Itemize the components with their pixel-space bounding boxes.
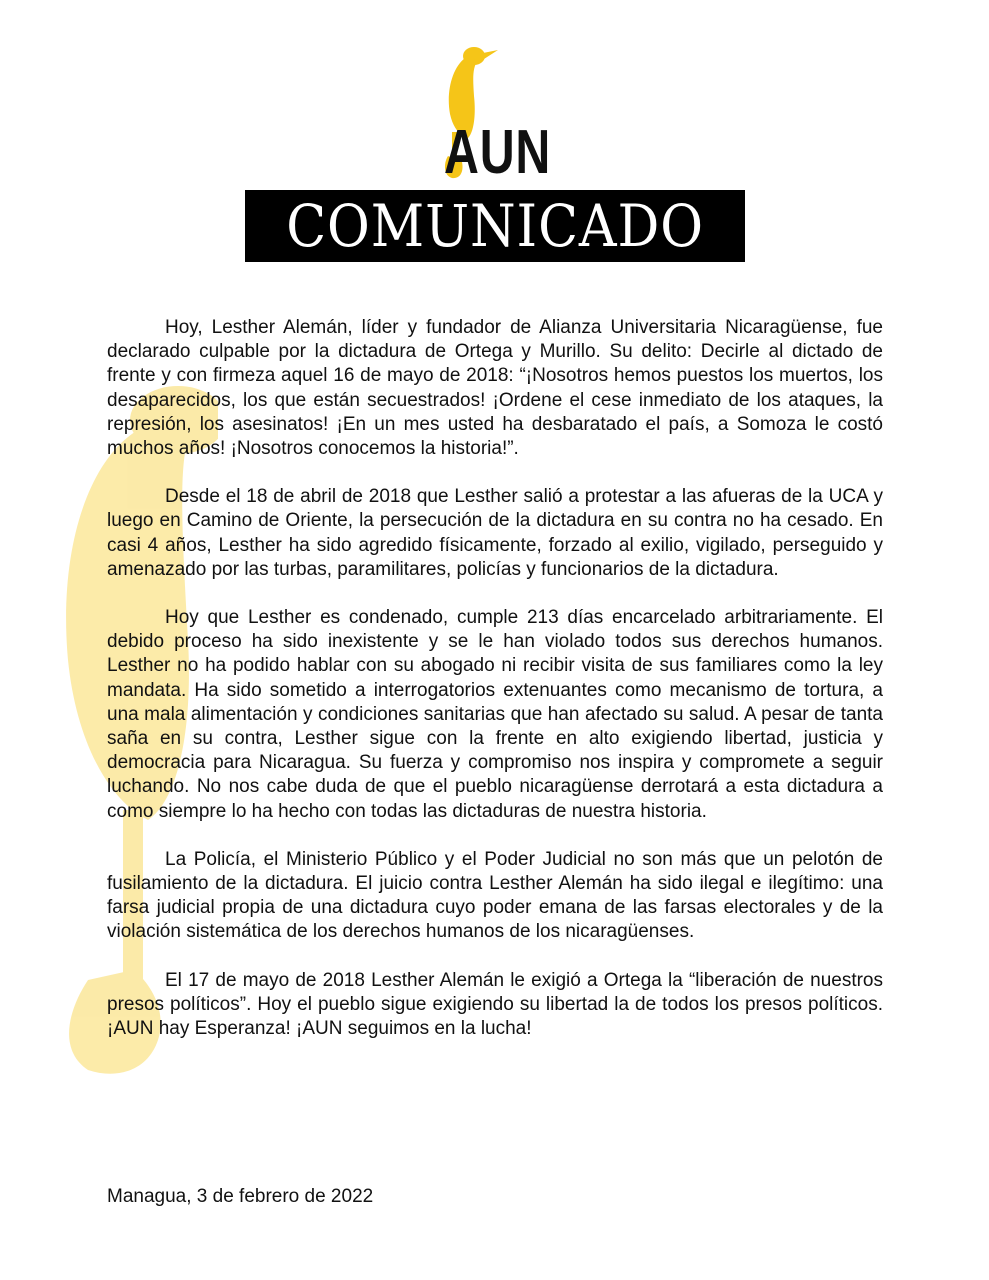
paragraph: Desde el 18 de abril de 2018 que Lesther salió a protestar a las afueras de la UCA y luego en Camino de Oriente, la persecución de la dictadura en su contra no ha cesado. En casi 4 años, Lesther ha sido agredido físicamente, forzado al exilio, vigilado, perseguido y amenazado por las turbas, paramilitares, policías y funcionarios de la dictadura. <box>107 486 883 580</box>
communique-banner <box>245 190 745 262</box>
document-body <box>107 316 883 1065</box>
paragraph: Hoy que Lesther es condenado, cumple 213 días encarcelado arbitrariamente. El debido proceso ha sido inexistente y se le han violado todos sus derechos humanos. Lesther no ha podido hablar con su abogado ni recibir visita de sus familiares como la ley mandata. Ha sido sometido a interrogatorios extenuantes como mecanismo de tortura, a una mala alimentación y condiciones sanitarias que han afectado su salud. A pesar de tanta saña en su contra, Lesther sigue con la frente en alto exigiendo libertad, justicia y democracia para Nicaragua. Su fuerza y compromiso nos inspira y compromete a seguir luchando. No nos cabe duda de que el pueblo nicaragüense derrotará a esta dictadura a como siempre lo ha hecho con todas las dictaduras de nuestra historia. <box>107 607 883 822</box>
paragraph: El 17 de mayo de 2018 Lesther Alemán le exigió a Ortega la “liberación de nuestros presos políticos”. Hoy el pueblo sigue exigiendo su libertad la de todos los presos políticos. ¡AUN hay Esperanza! ¡AUN seguimos en la lucha! <box>107 969 883 1040</box>
aun-logo <box>440 44 555 187</box>
logo-text: AUN <box>444 118 552 187</box>
place-and-date: Managua, 3 de febrero de 2022 <box>107 1186 374 1207</box>
paragraph: La Policía, el Ministerio Público y el Poder Judicial no son más que un pelotón de fusilamiento de la dictadura. El juicio contra Lesther Alemán ha sido ilegal e ilegítimo: una farsa judicial propia de una dictadura cuyo poder emana de las farsas electorales y de la violación sistemática de los derechos humanos de los nicaragüenses. <box>107 848 883 943</box>
paragraph: Hoy, Lesther Alemán, líder y fundador de Alianza Universitaria Nicaragüense, fue declarado culpable por la dictadura de Ortega y Murillo. Su delito: Decirle al dictado de frente y con firmeza aquel 16 de mayo de 2018: “¡Nosotros hemos puestos los muertos, los desaparecidos, los que están secuestrados! ¡Ordene el cese inmediato de los ataques, la represión, los asesinatos! ¡En un mes usted ha desbaratado el país, a Somoza le costó muchos años! ¡Nosotros conocemos la historia!”. <box>107 317 883 460</box>
banner-title: COMUNICADO <box>286 192 704 260</box>
